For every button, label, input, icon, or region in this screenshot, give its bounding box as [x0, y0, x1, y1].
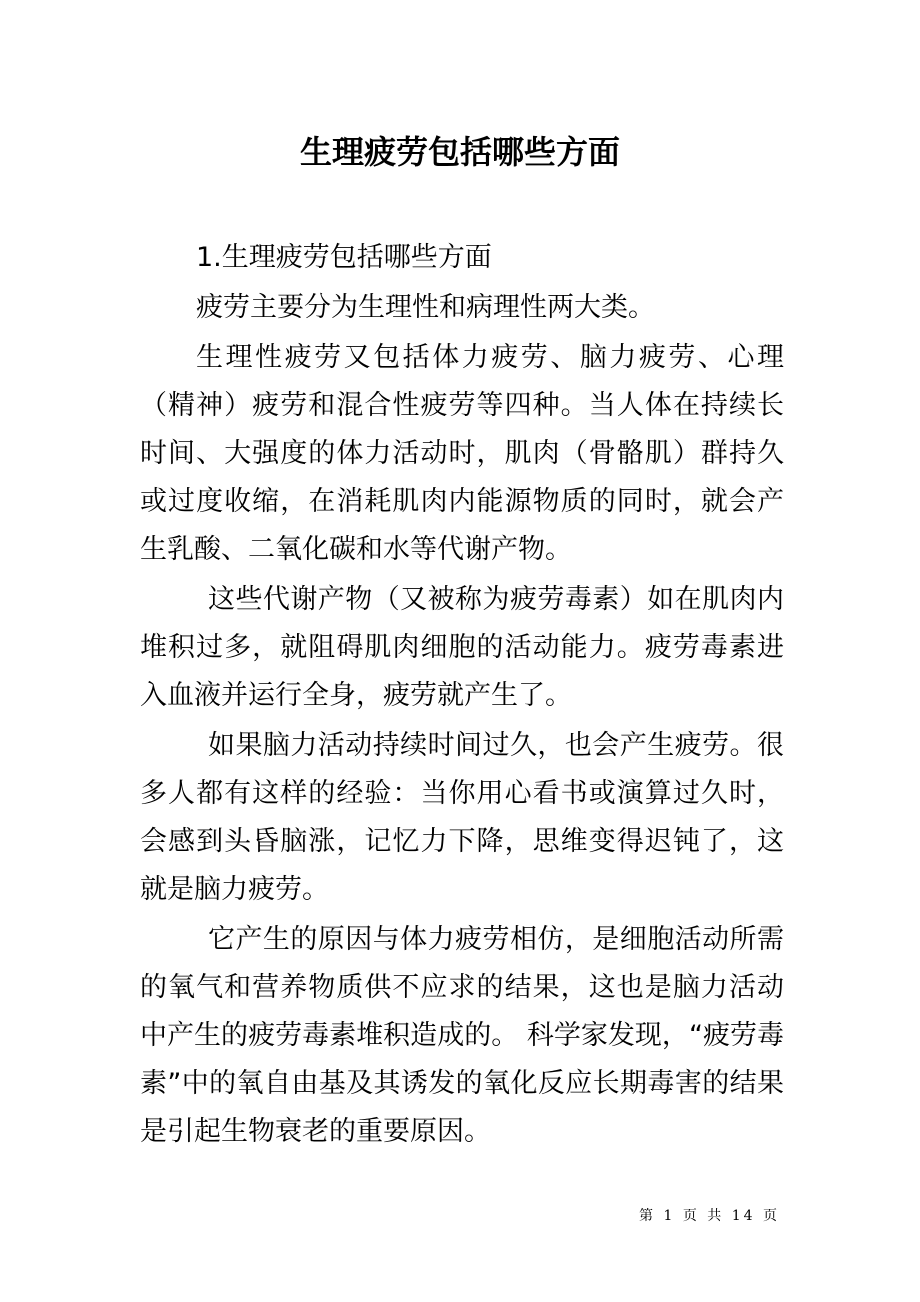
page-number-footer: 第 1 页 共 14 页 [639, 1208, 780, 1224]
paragraph: 它产生的原因与体力疲劳相仿，是细胞活动所需的氧气和营养物质供不应求的结果，这也是脑力活动中产生的疲劳毒素堆积造成的。 科学家发现，“疲劳毒素”中的氧自由基及其诱发的氧化反应长期毒害的结果是引起生物衰老的重要原因。 [140, 924, 784, 1147]
document-body [140, 234, 784, 1158]
paragraph: 这些代谢产物（又被称为疲劳毒素）如在肌肉内堆积过多，就阻碍肌肉细胞的活动能力。疲劳毒素进入血液并运行全身，疲劳就产生了。 [140, 584, 784, 711]
paragraph: 如果脑力活动持续时间过久，也会产生疲劳。很多人都有这样的经验：当你用心看书或演算过久时，会感到头昏脑涨，记忆力下降，思维变得迟钝了，这就是脑力疲劳。 [140, 730, 784, 905]
page-title: 生理疲劳包括哪些方面 [299, 133, 620, 171]
paragraph-heading: 1.生理疲劳包括哪些方面 [196, 242, 492, 273]
paragraph: 生理性疲劳又包括体力疲劳、脑力疲劳、心理（精神）疲劳和混合性疲劳等四种。当人体在持续长时间、大强度的体力活动时，肌肉（骨骼肌）群持久或过度收缩，在消耗肌肉内能源物质的同时，就会产生乳酸、二氧化碳和水等代谢产物。 [140, 342, 784, 565]
paragraph: 疲劳主要分为生理性和病理性两大类。 [196, 292, 655, 323]
